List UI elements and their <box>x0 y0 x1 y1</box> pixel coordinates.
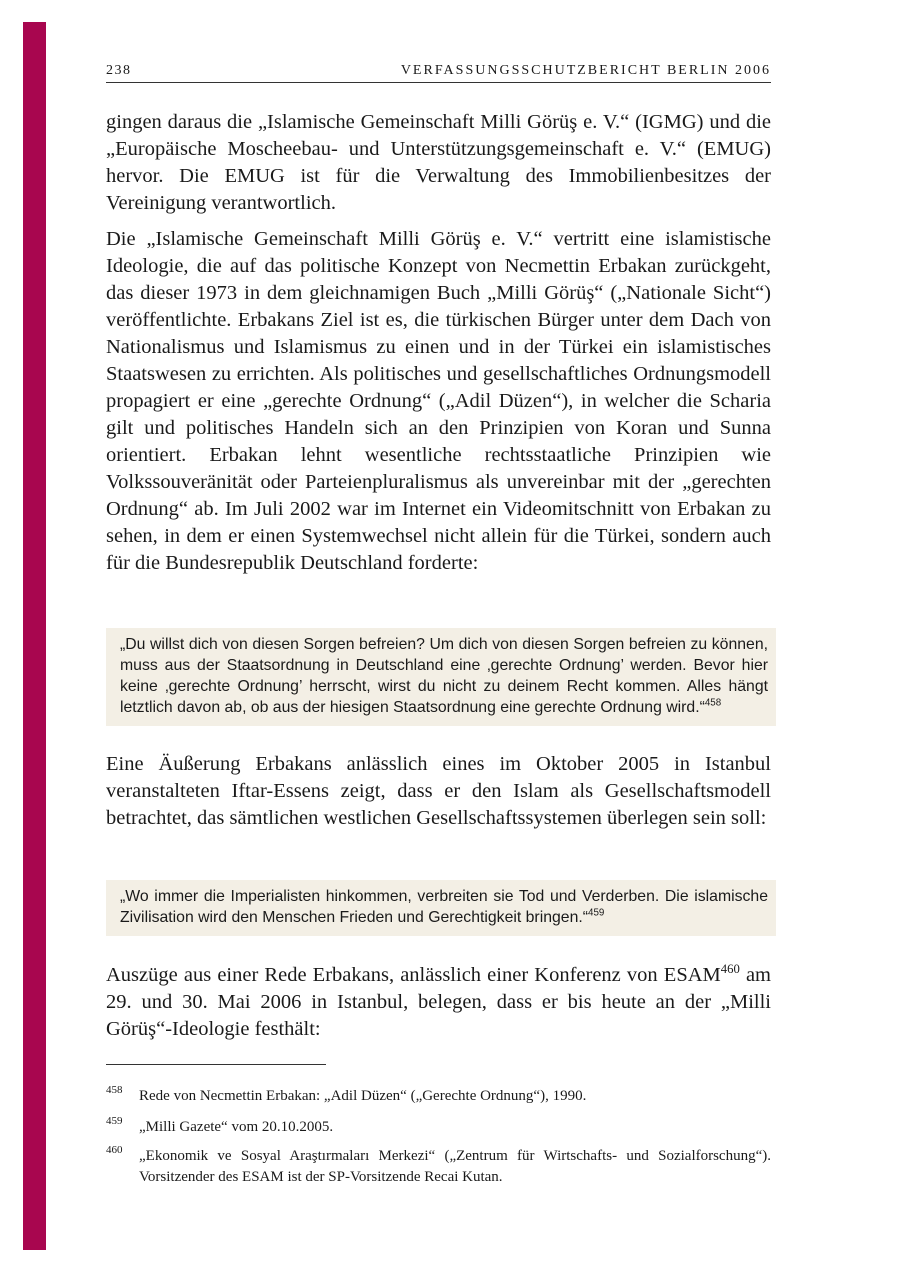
paragraph-text: Auszüge aus einer Rede Erbakans, anlässlich einer Konferenz von ESAM <box>106 964 721 986</box>
body-paragraph: Die „Islamische Gemeinschaft Milli Görüş e. V.“ vertritt eine islamistische Ideologie, die auf das politische Konzept von Necmettin Erbakan zurückgeht, das dieser 1973 in dem gleichnamigen Buch „Milli Görüş“ („Nationale Sicht“) veröffentlichte. Erbakans Ziel ist es, die türkischen Bürger unter dem Dach von Nationalismus und Islamismus zu einen und in der Türkei ein islamistisches Staatswesen zu errichten. Als politisches und gesellschaftliches Ordnungsmodell propagiert er eine „gerechte Ordnung“ („Adil Düzen“), in welcher die Scharia gilt und politisches Handeln sich an den Prinzipien von Koran und Sunna orientiert. Erbakan lehnt wesentliche rechtsstaatliche Prinzipien wie Volkssouveränität oder Parteienpluralismus als unvereinbar mit der „gerechten Ordnung“ ab. Im Juli 2002 war im Internet ein Videomitschnitt von Erbakan zu sehen, in dem er einen Systemwechsel nicht allein für die Türkei, sondern auch für die Bundesrepublik Deutschland forderte: <box>106 228 771 574</box>
running-title: VERFASSUNGSSCHUTZBERICHT BERLIN 2006 <box>400 63 771 78</box>
block-quote <box>106 880 776 936</box>
footnote <box>106 1086 771 1107</box>
footnote-text: Rede von Necmettin Erbakan: „Adil Düzen“ („Gerechte Ordnung“), 1990. <box>139 1088 587 1104</box>
paragraph-text: am 29. und 30. Mai 2006 in Istanbul, belegen, dass er bis heute an der „Milli Görüş“-Ideologie festhält: <box>106 964 771 1040</box>
footnote <box>106 1117 771 1138</box>
body-paragraph: Eine Äußerung Erbakans anlässlich eines im Oktober 2005 in Istanbul veranstalteten Iftar-Essens zeigt, dass er den Islam als Gesellschaftsmodell betrachtet, das sämtlichen westlichen Gesellschaftssystemen überlegen sein soll: <box>106 753 771 829</box>
footnote-reference[interactable]: 459 <box>588 907 605 919</box>
footnote-text: „Milli Gazete“ vom 20.10.2005. <box>139 1119 334 1135</box>
page-edge-color-bar <box>23 22 46 1250</box>
footnote-text: „Ekonomik ve Sosyal Araştırmaları Merkezi“ („Zentrum für Wirtschafts- und Sozialforschung“). Vorsitzender des ESAM ist der SP-Vorsitzende Recai Kutan. <box>139 1148 771 1185</box>
quote-text: „Wo immer die Imperialisten hinkommen, verbreiten sie Tod und Verderben. Die islamische Zivilisation wird den Menschen Frieden und Gerechtigkeit bringen.“ <box>120 888 768 926</box>
block-quote <box>106 628 776 726</box>
page-number: 238 <box>106 63 132 78</box>
footnote <box>106 1146 771 1188</box>
body-paragraph <box>106 962 771 1043</box>
footnote-number: 458 <box>106 1084 123 1096</box>
footnote-divider <box>106 1064 326 1065</box>
body-paragraph: gingen daraus die „Islamische Gemeinschaft Milli Görüş e. V.“ (IGMG) und die „Europäische Moscheebau- und Unterstützungsgemeinschaft e. V.“ (EMUG) hervor. Die EMUG ist für die Verwaltung des Immobilienbesitzes der Vereinigung verantwortlich. <box>106 111 771 214</box>
footnote-number: 459 <box>106 1115 123 1127</box>
footnote-reference[interactable]: 460 <box>720 962 740 977</box>
footnote-reference[interactable]: 458 <box>704 697 722 709</box>
footnote-number: 460 <box>106 1144 123 1156</box>
page-header <box>106 60 771 83</box>
quote-text: „Du willst dich von diesen Sorgen befreien? Um dich von diesen Sorgen befreien zu können, muss aus der Staatsordnung in Deutschland eine ‚gerechte Ordnung’ werden. Bevor hier keine ‚gerechte Ordnung’ herrscht, wirst du nicht zu deinem Recht kommen. Alles hängt letztlich davon ab, ob aus der hiesigen Staatsordnung eine gerechte Ordnung wird.“ <box>120 636 768 716</box>
